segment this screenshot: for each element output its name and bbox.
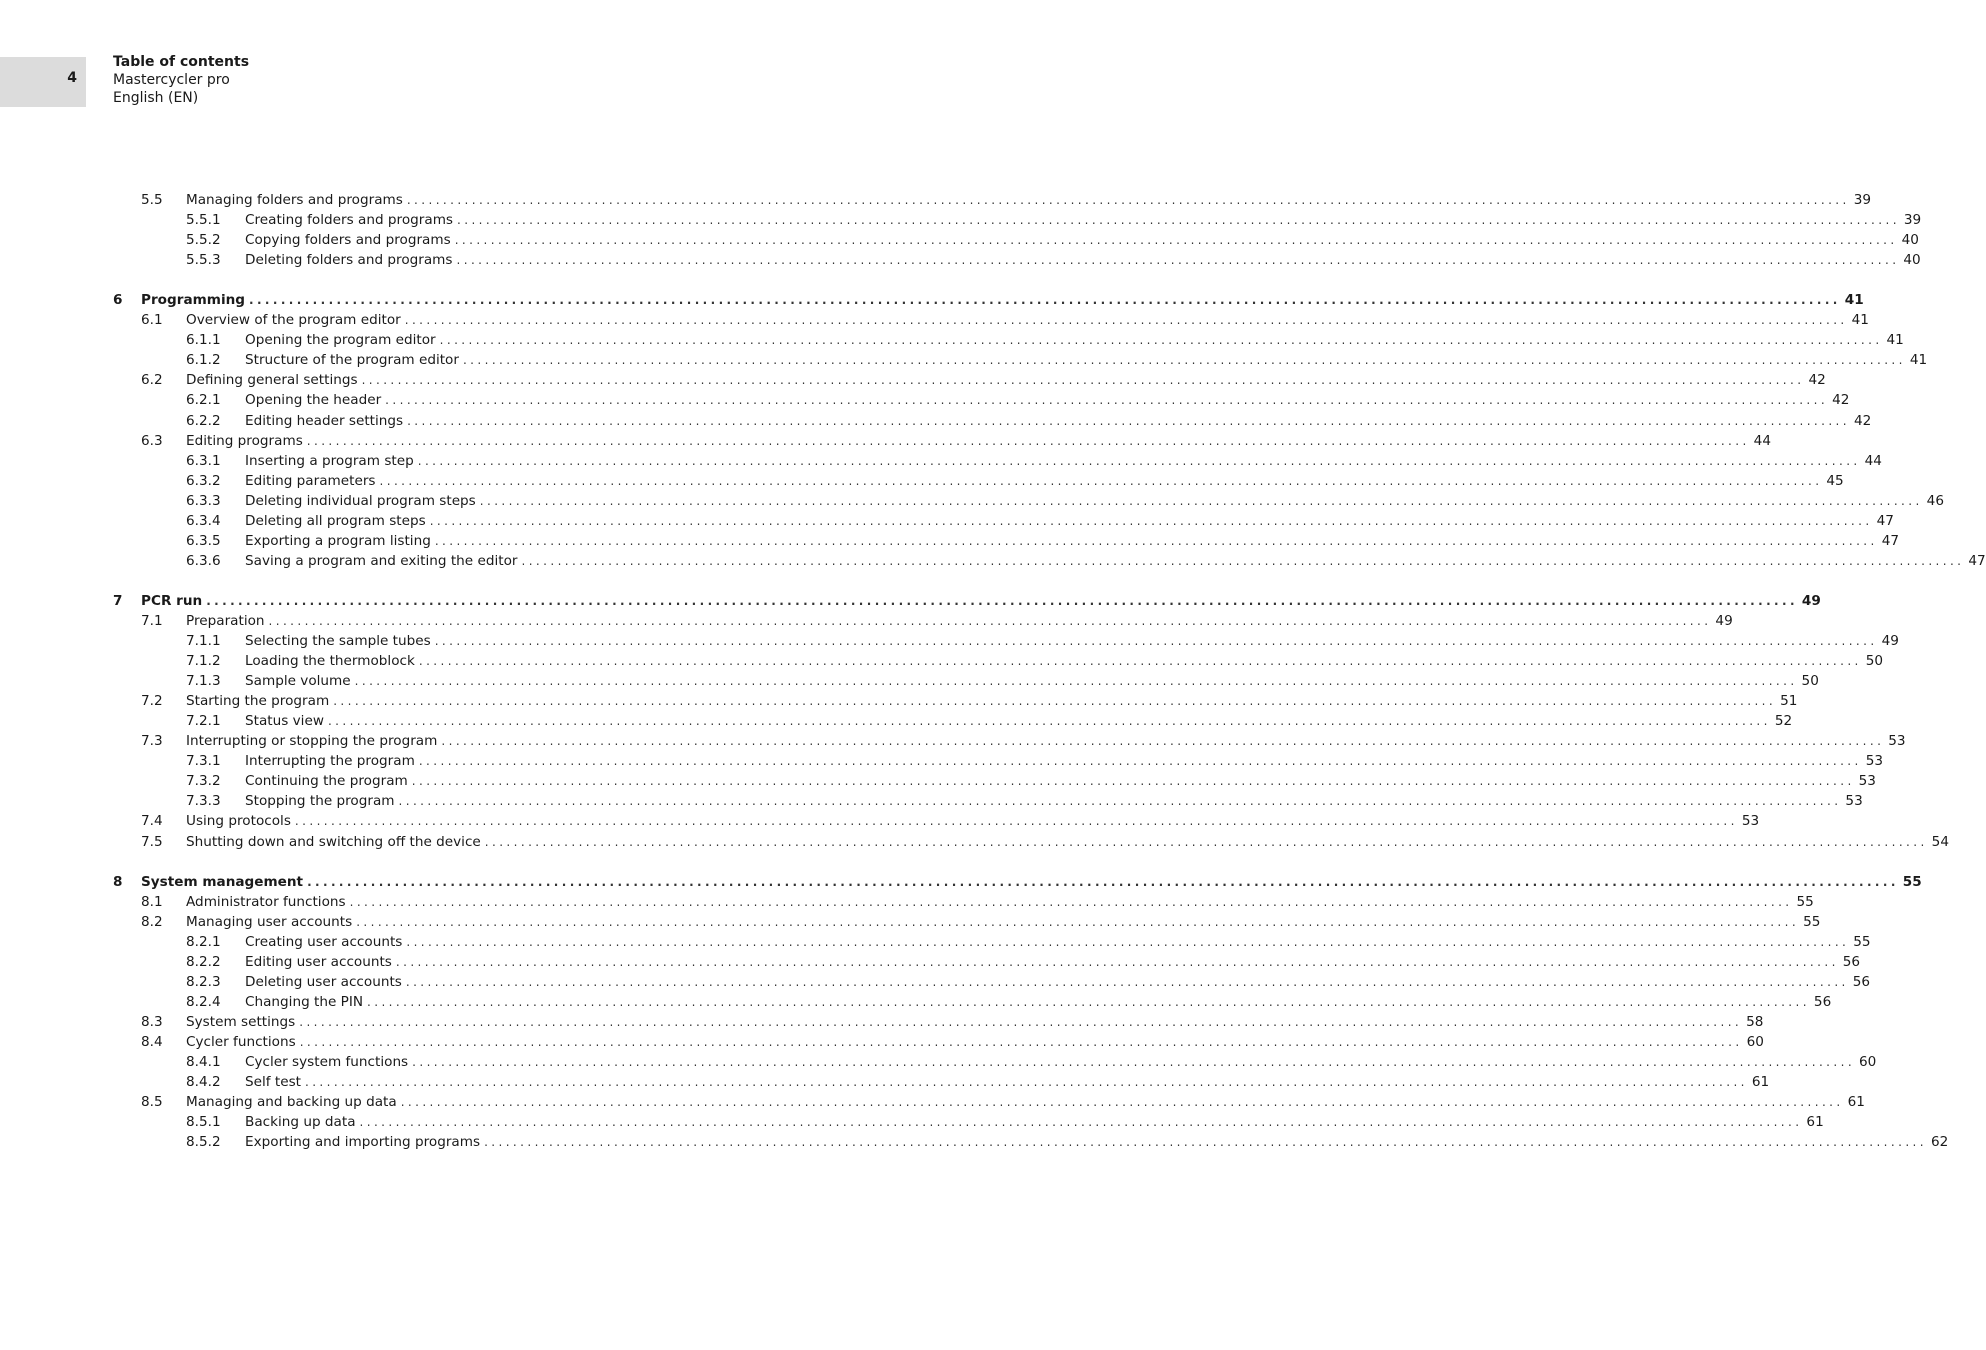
toc-entry-number: 6.1 bbox=[141, 312, 163, 329]
toc-entry-page: 40 bbox=[1903, 252, 1921, 269]
toc-entry-number: 8.2 bbox=[141, 913, 163, 930]
toc-entry[interactable] bbox=[113, 210, 1922, 230]
toc-entry-page: 55 bbox=[1853, 933, 1871, 950]
toc-entry[interactable] bbox=[113, 771, 1876, 791]
toc-entry-number: 5.5.2 bbox=[186, 232, 221, 249]
toc-leader-dots: ........................................................................................................................................................................................................ bbox=[418, 754, 1862, 769]
toc-entry-number: 7.1 bbox=[141, 613, 163, 629]
toc-entry-number: 6.1.1 bbox=[186, 332, 221, 349]
toc-entry-title: System settings bbox=[186, 1013, 296, 1030]
page-tab bbox=[0, 57, 86, 107]
toc-entry[interactable] bbox=[113, 691, 1798, 711]
toc-entry[interactable] bbox=[113, 511, 1894, 531]
toc-entry-number: 6.3.4 bbox=[186, 512, 221, 529]
toc-entry-page: 55 bbox=[1796, 893, 1814, 910]
toc-entry-page: 46 bbox=[1926, 492, 1944, 509]
toc-entry-page: 52 bbox=[1774, 713, 1793, 730]
toc-entry[interactable] bbox=[113, 451, 1882, 471]
toc-entry-page: 54 bbox=[1931, 833, 1949, 850]
toc-entry[interactable] bbox=[113, 932, 1871, 952]
toc-leader-dots: ........................................................................................................................................................................................................ bbox=[404, 313, 1848, 328]
toc-entry-number: 8.3 bbox=[141, 1013, 163, 1030]
toc-entry-page: 60 bbox=[1859, 1054, 1877, 1071]
header-title: Table of contents bbox=[113, 54, 250, 70]
toc-entry-title: Stopping the program bbox=[245, 793, 395, 810]
toc-leader-dots: ........................................................................................................................................................................................................ bbox=[429, 513, 1873, 528]
toc-entry-number: 6.3 bbox=[141, 432, 163, 449]
toc-entry[interactable] bbox=[113, 591, 1821, 611]
toc-entry-title: Copying folders and programs bbox=[245, 232, 451, 249]
toc-entry[interactable] bbox=[113, 190, 1872, 210]
toc-entry-title: Continuing the program bbox=[245, 773, 408, 790]
toc-entry-page: 41 bbox=[1851, 312, 1869, 329]
toc-entry-number: 7.5 bbox=[141, 833, 163, 850]
toc-leader-dots: ........................................................................................................................................................................................................ bbox=[417, 453, 1861, 468]
toc-entry-number: 7.3 bbox=[141, 733, 163, 750]
toc-entry[interactable] bbox=[113, 1112, 1824, 1132]
toc-entry-number: 8.4 bbox=[141, 1033, 163, 1050]
toc-leader-dots: ........................................................................................................................................................................................................ bbox=[439, 333, 1883, 348]
toc-leader-dots: ........................................................................................................................................................................................................ bbox=[304, 1075, 1748, 1090]
toc-entry-number: 8.4.1 bbox=[186, 1054, 221, 1071]
toc-entry-title: Managing folders and programs bbox=[186, 192, 403, 209]
toc-leader-dots: ........................................................................................................................................................................................................ bbox=[356, 914, 1800, 929]
toc-entry[interactable] bbox=[113, 310, 1869, 330]
toc-entry[interactable] bbox=[113, 1072, 1770, 1092]
header-language: English (EN) bbox=[113, 90, 199, 106]
toc-entry[interactable] bbox=[113, 390, 1850, 410]
toc-entry-page: 56 bbox=[1813, 993, 1832, 1010]
toc-entry[interactable] bbox=[113, 551, 1986, 571]
toc-entry-number: 7 bbox=[113, 592, 123, 609]
toc-entry-title: Exporting a program listing bbox=[245, 532, 431, 549]
toc-entry-number: 7.1.3 bbox=[186, 673, 221, 690]
toc-entry-page: 39 bbox=[1853, 192, 1872, 209]
toc-entry-number: 6.2.1 bbox=[186, 392, 221, 409]
toc-entry-page: 50 bbox=[1865, 653, 1884, 670]
toc-entry-page: 40 bbox=[1901, 232, 1919, 249]
toc-leader-dots: ........................................................................................................................................................................................................ bbox=[379, 473, 1823, 488]
toc-leader-dots: ........................................................................................................................................................................................................ bbox=[434, 533, 1878, 548]
toc-entry-title: Defining general settings bbox=[186, 372, 358, 389]
toc-leader-dots: ........................................................................................................................................................................................................ bbox=[268, 614, 1712, 628]
toc-entry-page: 56 bbox=[1842, 953, 1861, 970]
toc-leader-dots: ........................................................................................................................................................................................................ bbox=[405, 974, 1849, 989]
toc-leader-dots: ........................................................................................................................................................................................................ bbox=[299, 1014, 1743, 1029]
toc-entry[interactable] bbox=[113, 1132, 1949, 1152]
toc-leader-dots: ........................................................................................................................................................................................................ bbox=[462, 353, 1906, 368]
toc-entry-number: 8.4.2 bbox=[186, 1074, 221, 1091]
toc-entry[interactable] bbox=[113, 952, 1861, 972]
toc-entry-title: Cycler system functions bbox=[245, 1054, 409, 1071]
toc-entry-title: Interrupting the program bbox=[245, 753, 415, 770]
toc-entry-page: 61 bbox=[1847, 1094, 1865, 1111]
toc-entry[interactable] bbox=[113, 892, 1814, 912]
toc-leader-dots: ........................................................................................................................................................................................................ bbox=[441, 734, 1885, 749]
toc-entry-title: Overview of the program editor bbox=[186, 312, 401, 329]
toc-leader-dots: ........................................................................................................................................................................................................ bbox=[367, 994, 1810, 1009]
toc-entry-page: 47 bbox=[1968, 552, 1986, 569]
toc-entry-page: 39 bbox=[1903, 212, 1922, 229]
running-header bbox=[113, 53, 249, 107]
toc-entry-number: 7.4 bbox=[141, 813, 163, 830]
toc-entry-title: Preparation bbox=[186, 613, 265, 629]
toc-leader-dots: ........................................................................................................................................................................................................ bbox=[521, 553, 1965, 568]
toc-leader-dots: ........................................................................................................................................................................................................ bbox=[354, 674, 1798, 689]
toc-entry-title: Managing and backing up data bbox=[186, 1094, 397, 1111]
toc-entry[interactable] bbox=[113, 731, 1906, 751]
toc-entry-page: 56 bbox=[1852, 973, 1871, 990]
toc-entry[interactable] bbox=[113, 631, 1899, 651]
toc-leader-dots: ........................................................................................................................................................................................................ bbox=[299, 1034, 1743, 1049]
toc-entry-page: 53 bbox=[1865, 753, 1884, 770]
toc-entry[interactable] bbox=[113, 250, 1921, 270]
toc-entry-number: 8.5.2 bbox=[186, 1134, 221, 1151]
toc-entry-title: Loading the thermoblock bbox=[245, 653, 415, 670]
toc-entry-title: Exporting and importing programs bbox=[245, 1134, 481, 1151]
toc-entry-number: 6.3.6 bbox=[186, 552, 221, 569]
toc-gap bbox=[113, 852, 838, 872]
toc-entry-number: 7.2.1 bbox=[186, 713, 221, 730]
toc-leader-dots: ........................................................................................................................................................................................................ bbox=[406, 193, 1850, 208]
toc-entry-title: Editing user accounts bbox=[245, 953, 392, 970]
toc-entry-title: Opening the program editor bbox=[245, 332, 436, 349]
toc-entry-page: 47 bbox=[1881, 532, 1900, 549]
toc-entry-title: Inserting a program step bbox=[245, 452, 414, 469]
toc-entry-page: 61 bbox=[1806, 1114, 1824, 1131]
toc-entry[interactable] bbox=[113, 491, 1944, 511]
toc-entry-title: Interrupting or stopping the program bbox=[186, 733, 438, 750]
toc-entry-title: Status view bbox=[245, 713, 324, 730]
toc-entry-number: 8.2.4 bbox=[186, 993, 221, 1010]
toc-entry-number: 7.2 bbox=[141, 693, 163, 710]
toc-entry[interactable] bbox=[113, 1052, 1877, 1072]
toc-entry-title: Creating user accounts bbox=[245, 933, 403, 950]
toc-entry-number: 8.5 bbox=[141, 1094, 163, 1111]
toc-entry-page: 41 bbox=[1886, 332, 1904, 349]
toc-entry-title: Deleting individual program steps bbox=[245, 492, 476, 509]
toc-entry-title: Cycler functions bbox=[186, 1033, 296, 1050]
toc-entry-page: 55 bbox=[1803, 913, 1821, 930]
toc-entry-page: 53 bbox=[1888, 733, 1906, 750]
toc-entry-number: 8.2.1 bbox=[186, 933, 221, 950]
toc-entry[interactable] bbox=[113, 832, 1949, 852]
toc-entry-number: 8 bbox=[113, 873, 123, 890]
toc-entry-title: Deleting all program steps bbox=[245, 512, 426, 529]
toc-entry-title: Shutting down and switching off the device bbox=[186, 833, 481, 850]
toc-entry[interactable] bbox=[113, 411, 1872, 431]
toc-leader-dots: ........................................................................................................................................................................................................ bbox=[454, 233, 1898, 248]
toc-entry-page: 49 bbox=[1801, 592, 1821, 609]
toc-entry-page: 53 bbox=[1741, 813, 1760, 830]
toc-entry[interactable] bbox=[113, 531, 1900, 551]
toc-entry[interactable] bbox=[113, 350, 1928, 370]
toc-entry[interactable] bbox=[113, 1032, 1764, 1052]
toc-entry-page: 53 bbox=[1845, 793, 1863, 810]
toc-entry-number: 7.1.1 bbox=[186, 633, 221, 650]
toc-entry-page: 62 bbox=[1930, 1134, 1949, 1151]
toc-entry-page: 44 bbox=[1864, 452, 1882, 469]
toc-entry-page: 42 bbox=[1853, 412, 1872, 429]
toc-entry-title: Editing parameters bbox=[245, 472, 376, 489]
toc-entry-number: 6.1.2 bbox=[186, 352, 221, 369]
toc-leader-dots: ........................................................................................................................................................................................................ bbox=[457, 213, 1900, 228]
toc-entry-page: 47 bbox=[1876, 512, 1894, 529]
toc-entry-number: 8.2.3 bbox=[186, 973, 221, 990]
toc-entry-number: 6.3.5 bbox=[186, 532, 221, 549]
toc-entry[interactable] bbox=[113, 791, 1863, 811]
toc-leader-dots: ........................................................................................................................................................................................................ bbox=[294, 814, 1738, 829]
header-product: Mastercycler pro bbox=[113, 72, 230, 88]
toc-entry-title: Administrator functions bbox=[186, 893, 346, 910]
table-of-contents bbox=[113, 190, 1986, 1152]
toc-entry-page: 41 bbox=[1909, 352, 1928, 369]
toc-leader-dots: ........................................................................................................................................................................................................ bbox=[400, 1095, 1844, 1110]
toc-leader-dots: ........................................................................................................................................................................................................ bbox=[411, 774, 1855, 789]
toc-entry[interactable] bbox=[113, 711, 1793, 731]
toc-entry[interactable] bbox=[113, 751, 1884, 771]
toc-entry[interactable] bbox=[113, 671, 1819, 691]
toc-entry[interactable] bbox=[113, 1012, 1764, 1032]
toc-leader-dots: ........................................................................................................................................................................................................ bbox=[434, 634, 1878, 649]
toc-entry-number: 6.3.1 bbox=[186, 452, 221, 469]
toc-leader-dots: ........................................................................................................................................................................................................ bbox=[206, 593, 1798, 608]
toc-leader-dots: ........................................................................................................................................................................................................ bbox=[418, 654, 1862, 669]
toc-entry-number: 7.3.3 bbox=[186, 793, 221, 810]
toc-leader-dots: ........................................................................................................................................................................................................ bbox=[333, 694, 1777, 709]
toc-leader-dots: ........................................................................................................................................................................................................ bbox=[484, 1135, 1927, 1150]
page-number: 4 bbox=[67, 70, 77, 86]
toc-entry-title: System management bbox=[141, 873, 304, 890]
toc-leader-dots: ........................................................................................................................................................................................................ bbox=[306, 433, 1750, 448]
toc-leader-dots: ........................................................................................................................................................................................................ bbox=[249, 293, 1841, 308]
toc-entry[interactable] bbox=[113, 471, 1844, 491]
toc-entry-number: 6.2 bbox=[141, 372, 163, 389]
toc-entry-title: Backing up data bbox=[245, 1114, 356, 1131]
toc-entry-title: Changing the PIN bbox=[245, 993, 364, 1010]
toc-entry-title: Creating folders and programs bbox=[245, 212, 454, 229]
toc-entry-page: 53 bbox=[1858, 773, 1876, 790]
toc-entry-title: Editing header settings bbox=[245, 412, 404, 429]
toc-leader-dots: ........................................................................................................................................................................................................ bbox=[359, 1115, 1803, 1130]
toc-leader-dots: ........................................................................................................................................................................................................ bbox=[361, 373, 1805, 388]
toc-entry[interactable] bbox=[113, 431, 1771, 451]
toc-entry-title: Sample volume bbox=[245, 673, 351, 690]
toc-entry-number: 5.5.3 bbox=[186, 252, 221, 269]
toc-entry-page: 44 bbox=[1753, 432, 1771, 449]
toc-leader-dots: ........................................................................................................................................................................................................ bbox=[385, 393, 1829, 408]
toc-entry-page: 55 bbox=[1902, 873, 1922, 890]
toc-entry-page: 49 bbox=[1881, 633, 1899, 650]
toc-entry[interactable] bbox=[113, 611, 1733, 631]
toc-leader-dots: ........................................................................................................................................................................................................ bbox=[406, 934, 1850, 949]
toc-leader-dots: ........................................................................................................................................................................................................ bbox=[395, 954, 1839, 969]
toc-entry-page: 60 bbox=[1746, 1033, 1764, 1050]
toc-entry[interactable] bbox=[113, 370, 1826, 390]
toc-entry-page: 50 bbox=[1801, 673, 1819, 690]
toc-entry-number: 7.3.1 bbox=[186, 753, 221, 770]
toc-entry-title: Deleting folders and programs bbox=[245, 252, 453, 269]
toc-entry-title: Structure of the program editor bbox=[245, 352, 459, 369]
toc-entry-page: 58 bbox=[1746, 1013, 1764, 1030]
toc-entry-page: 42 bbox=[1832, 392, 1850, 409]
toc-entry-page: 51 bbox=[1780, 693, 1798, 710]
toc-entry-title: Managing user accounts bbox=[186, 913, 353, 930]
toc-entry[interactable] bbox=[113, 290, 1864, 310]
toc-entry-title: Opening the header bbox=[245, 392, 382, 409]
toc-entry-number: 6.2.2 bbox=[186, 412, 221, 429]
toc-entry[interactable] bbox=[113, 992, 1832, 1012]
toc-entry-number: 5.5 bbox=[141, 192, 163, 209]
toc-leader-dots: ........................................................................................................................................................................................................ bbox=[456, 253, 1900, 268]
toc-leader-dots: ........................................................................................................................................................................................................ bbox=[479, 493, 1923, 508]
toc-entry-number: 8.5.1 bbox=[186, 1114, 221, 1131]
toc-entry-number: 8.1 bbox=[141, 893, 163, 910]
toc-entry[interactable] bbox=[113, 972, 1871, 992]
toc-leader-dots: ........................................................................................................................................................................................................ bbox=[327, 714, 1771, 729]
toc-entry[interactable] bbox=[113, 872, 1922, 892]
toc-entry-page: 61 bbox=[1751, 1074, 1770, 1091]
toc-entry-page: 45 bbox=[1826, 472, 1844, 489]
toc-entry[interactable] bbox=[113, 912, 1821, 932]
toc-entry[interactable] bbox=[113, 811, 1760, 831]
toc-entry[interactable] bbox=[113, 1092, 1865, 1112]
toc-leader-dots: ........................................................................................................................................................................................................ bbox=[407, 413, 1850, 428]
toc-entry-title: Using protocols bbox=[186, 813, 291, 830]
toc-entry-number: 6 bbox=[113, 292, 123, 309]
toc-entry-number: 7.3.2 bbox=[186, 773, 221, 790]
toc-gap bbox=[113, 571, 838, 591]
toc-entry-title: Deleting user accounts bbox=[245, 973, 402, 990]
toc-entry-page: 49 bbox=[1715, 613, 1733, 629]
toc-leader-dots: ........................................................................................................................................................................................................ bbox=[398, 794, 1842, 809]
toc-entry-number: 5.5.1 bbox=[186, 212, 221, 229]
toc-leader-dots: ........................................................................................................................................................................................................ bbox=[412, 1055, 1856, 1070]
toc-entry-title: Self test bbox=[245, 1074, 301, 1091]
toc-entry-page: 42 bbox=[1808, 372, 1826, 389]
toc-leader-dots: ........................................................................................................................................................................................................ bbox=[484, 834, 1928, 849]
toc-entry-title: Selecting the sample tubes bbox=[245, 633, 431, 650]
toc-entry[interactable] bbox=[113, 230, 1919, 250]
toc-entry-title: Starting the program bbox=[186, 693, 330, 710]
toc-leader-dots: ........................................................................................................................................................................................................ bbox=[307, 874, 1899, 889]
toc-entry[interactable] bbox=[113, 330, 1904, 350]
toc-entry-number: 6.3.3 bbox=[186, 492, 221, 509]
toc-entry-title: PCR run bbox=[141, 592, 203, 609]
toc-entry-number: 8.2.2 bbox=[186, 953, 221, 970]
toc-entry-title: Editing programs bbox=[186, 432, 303, 449]
toc-entry-page: 41 bbox=[1844, 292, 1864, 309]
toc-gap bbox=[113, 270, 838, 290]
toc-entry-number: 7.1.2 bbox=[186, 653, 221, 670]
toc-entry[interactable] bbox=[113, 651, 1884, 671]
toc-leader-dots: ........................................................................................................................................................................................................ bbox=[349, 894, 1793, 909]
toc-entry-title: Saving a program and exiting the editor bbox=[245, 552, 518, 569]
toc-entry-title: Programming bbox=[141, 292, 246, 309]
toc-entry-number: 6.3.2 bbox=[186, 472, 221, 489]
